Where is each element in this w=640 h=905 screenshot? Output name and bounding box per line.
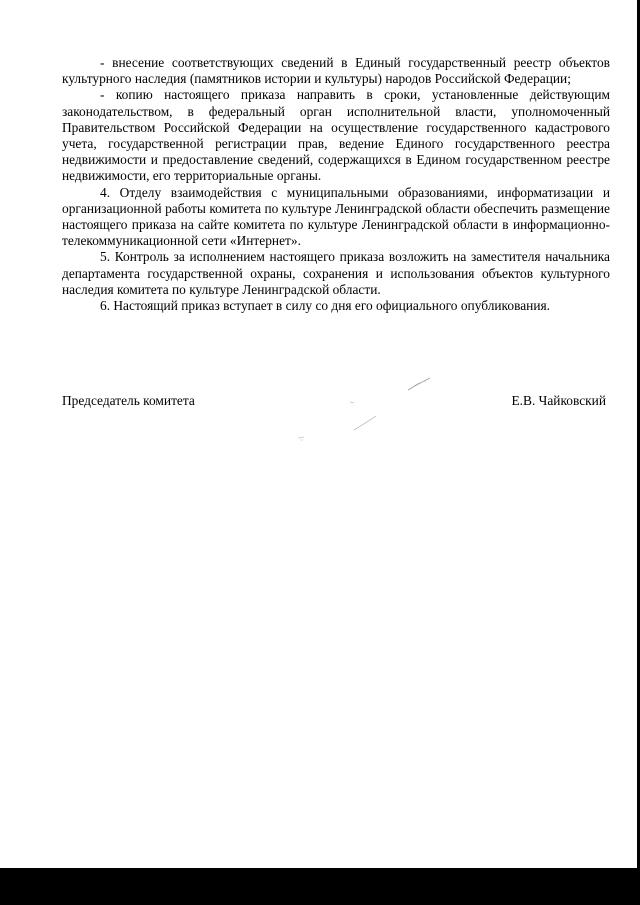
paragraph-item-5: 5. Контроль за исполнением настоящего приказа возложить на заместителя начальника департамента государственной охраны, сохранения и использования объектов культурного наследия комитета по культуре Ленинградской области. [62, 249, 610, 297]
signatory-name: Е.В. Чайковский [511, 393, 606, 408]
paragraph-item-6: 6. Настоящий приказ вступает в силу со дня его официального опубликования. [100, 298, 550, 314]
signature-mark [280, 372, 450, 452]
document-body [62, 55, 610, 314]
paragraph-item-4: 4. Отделу взаимодействия с муниципальными образованиями, информатизации и организационной работы комитета по культуре Ленинградской области обеспечить размещение настоящего приказа на сайте комитета по культуре Ленинградской области в информационно-телекоммуникационной сети «Интернет». [62, 184, 610, 249]
paragraph-registry-entry: - внесение соответствующих сведений в Единый государственный реестр объектов культурного наследия (памятников истории и культуры) народов Российской Федерации; [62, 55, 610, 87]
paragraph-send-copy: - копию настоящего приказа направить в сроки, установленные действующим законодательством, в федеральный орган исполнительной власти, уполномоченный Правительством Российской Федерации на осуществление государственного кадастрового учета, государственной регистрации прав, ведение Единого государственного реестра недвижимости и предоставление сведений, содержащихся в Едином государственном реестре недвижимости, его территориальные органы. [62, 87, 610, 184]
scan-bottom-border [0, 868, 640, 905]
signatory-position: Председатель комитета [62, 393, 195, 408]
